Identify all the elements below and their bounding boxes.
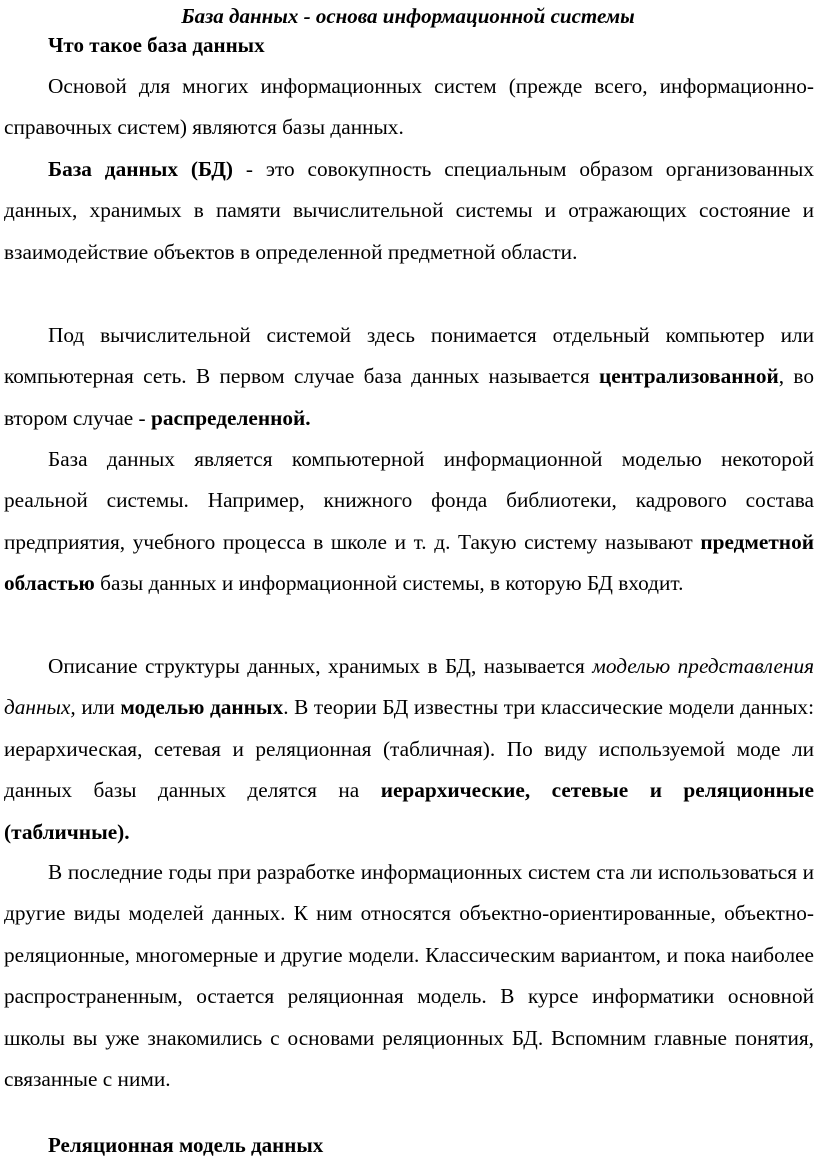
paragraph-subject-area: База данных является компьютерной информационной моделью некоторой реальной системы. Например, книжного фонда библиотеки, кадрового состава предприятия, учебного процесса в школе и т. д. Такую систему называют предметной областью базы данных и информационной системы, в которую БД входит.	[4, 447, 814, 596]
document-title: База данных - основа информационной системы	[181, 4, 635, 28]
paragraph-definition: База данных (БД) - это совокупность специальным образом организованных данных, хранимых в памяти вычислительной системы и отражающих состояние и взаимодействие объектов в определенной предметной области.	[4, 157, 814, 264]
term-database: База данных (БД)	[48, 157, 234, 181]
term-data-model: моделью данных	[120, 695, 284, 720]
paragraph-intro: Основой для многих информационных систем (прежде всего, информационно-справочных систем) являются базы данных.	[4, 74, 814, 140]
term-distributed: распределенной.	[150, 405, 311, 430]
term-centralized: централизованной	[598, 364, 779, 389]
term-model-types: иерархические, сетевые и реляционные (табличные).	[4, 778, 814, 844]
section-heading-what-is-db: Что такое база данных	[48, 33, 265, 57]
paragraph-recent-models: В последние годы при разработке информационных систем ста ли использоваться и другие виды моделей данных. К ним относятся объектно-ориентированные, объектно-реляционные, многомерные и другие модели. Классическим вариантом, и пока наиболее распространенным, остается реляционная модель. В курсе информатики основной школы вы уже знакомились с основами реляционных БД. Вспомним главные понятия, связанные с ними.	[4, 860, 814, 1092]
section-heading-relational-model: Реляционная модель данных	[48, 1133, 324, 1157]
term-subject-area: предметной областью	[4, 529, 814, 596]
term-representation-model: моделью представления данных,	[4, 654, 815, 720]
paragraph-computer-system: Под вычислительной системой здесь понимается отдельный компьютер или компьютерная сеть. В первом случае база данных называется централизованной, во втором случае - распределенной.	[4, 323, 814, 430]
paragraph-data-model: Описание структуры данных, хранимых в БД, называется моделью представления данных, или моделью данных. В теории БД известны три классические модели данных: иерархическая, сетевая и реляционная (табличная). По виду используемой моде ли данных базы данных делятся на иерархические, сетевые и реляционные (табличные).	[4, 654, 815, 844]
